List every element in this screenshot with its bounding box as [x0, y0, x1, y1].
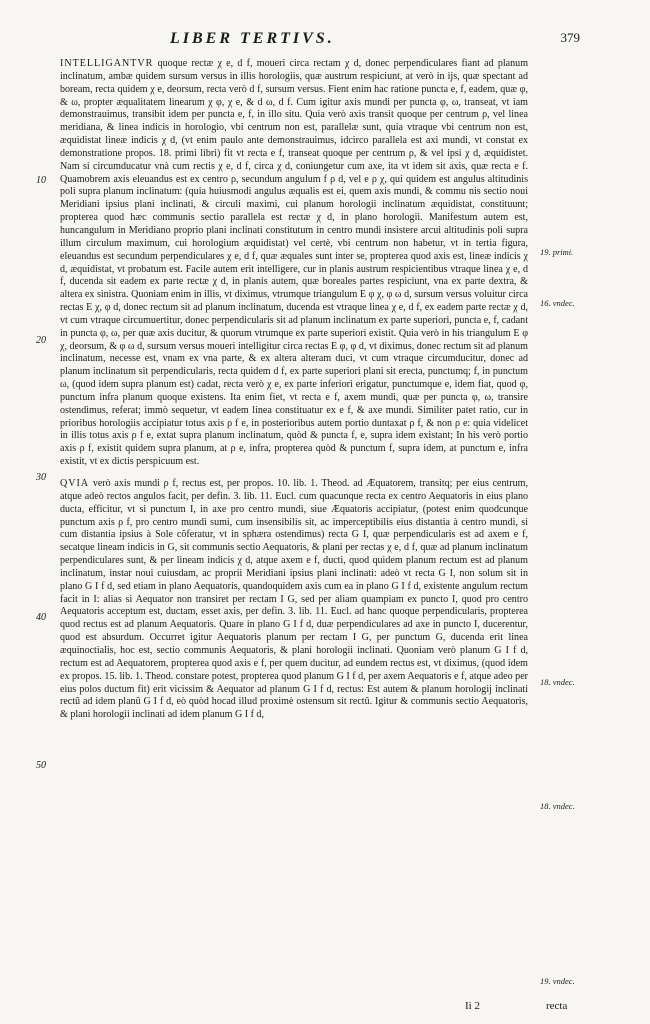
marginal-note: 19. vndec. [540, 976, 575, 986]
line-number: 40 [36, 612, 46, 623]
line-number: 10 [36, 175, 46, 186]
line-number: 50 [36, 760, 46, 771]
signature-mark: Ii 2 [465, 1000, 480, 1012]
running-head: LIBER TERTIVS. [170, 30, 335, 47]
line-number: 20 [36, 335, 46, 346]
main-text [60, 58, 528, 722]
marginal-note: 18. vndec. [540, 801, 575, 811]
paragraph-text: quoque rectæ χ e, d f, moueri circa rectam χ d, donec perpendiculares fiant ad planum inclinatum, ambæ quidem sursum versus in illis horologiis, quæ austrum respiciunt, at verò in ijs, quæ spectant ad boream, recta quidem χ e, deorsum, recta verò d f, sursum versus. Fient enim hac ratione puncta e, f, eadem, quæ φ, & ω, propter æqualitatem linearum χ φ, χ e, & d ω, d f. Cum igitur axis mundi per puncta φ, ω, transeat, vt iam demonstrauimus, transibit idem per puncta e, f, in illo situ. Quia verò axis transit quoque per centrum ρ, vel linea meridiana, & linea indicis in horologio, vbi centrum non est, parallelæ sunt, quia vtraque vbi centrum non est, æquidistat lineæ indicis χ d, (vt enim paulo ante demonstrauimus, idcirco parallela est axi mundi, vt constat ex demonstratione propos. 18. primi libri) fit vt recta e f, transeat quoque per centrum ρ, & vel ipsi χ d, æquidistet. Nam si circumducatur vnà cum rectis χ e, d f, circa χ d, coniungetur cum axe, ita vt idem sit axis, quæ recta e f. Quamobrem axis eleuandus est ex centro ρ, secundum angulum f ρ d, vel e ρ χ, qui quidem est angulus altitudinis poli supra planum inclinatum: (quia huiusmodi angulus æqualis est ei, quem axis mundi, & commu nis sectio noui Meridiani ipsius plani inclinati, & circuli maximi, cui planum horologii inclinatum æquidistat, constituunt; propterea quod hæc communis sectio parallela est rectæ χ d, in plano horologii. Manifestum autem est, huncangulum in Meridiano proprio plani inclinati constitutum in centro mundi insistere arcui altitudinis poli supra illum circulum maximum, cui horologium æquidistat) vel certè, vbi centrum non habetur, vt in tertia figura, eleuandus est secundum perpendiculares χ e, d f, quæ æquales sunt inter se, propterea quod axis est, lineæ indicis χ d, æquidistat, vt probatum est. Facile autem erit intelligere, cur in planis austrum respicientibus vtraque linea χ e, d f, ducenda sit eadem ex parte rectæ χ d, in planis autem, quæ boreales partes respiciunt, vna ex parte dextra, & altera ex sinistra. Quoniam enim in illis, vt diximus, vtrumque triangulum E φ χ, φ ω d, sursum versus voluitur circa rectas E χ, φ d, donec rectum sit ad planum inclinatum, ducenda est vtraque linea χ e, d f, ex eadem parte rectæ χ d, vt cum vtraque circumuertitur, donec perpendicularis sit ad planum inclinatum ex parte superiori, puncta e, f, cadant in puncta φ, ω, per quæ axis ducitur, & quorum vtrumque ex parte superiori existit. Quia verò in his triangulum E φ χ, deorsum, & φ ω d, sursum versus moueri intelligitur circa rectas E φ, φ d, vt diximus, donec rectum sit ad planum inclinatum, necesse est, vnam ex vna parte, & ex altera alteram duci, vt cum vtraque circumducitur, donec ad planum inclinatum sit perpendicularis, recta quidem d f, ex parte superiori plani sit erecta, punctumq; f, in punctum ω, (quod idem supra planum est) cadat, recta verò χ e, ex parte inferiori erigatur, punctumque e, idem fiat, quod φ, punctum infra planum quoque existens. Ita enim fiet, vt recta e f, axem mundi, quæ per puncta φ, ω, transire ostendimus, referat; immò sequetur, vt eadem linea constituatur ex e f, & axe mundi. Similiter patet ratio, cur in prioribus horologiis accipiatur totus axis ρ f e, in posterioribus autem portio duntaxat ρ f, & non ρ e: quia videlicet in illis totus axis ρ f e, extat supra planum inclinatum, quòd & puncta f, e, supra idem existant; In his verò portio axis ρ f, existit quidem supra planum, at ρ e, infra, propterea quòd & punctum f, supra idem, at punctum e, infra existit, vt ex dictis perspicuum est. [60, 58, 529, 468]
initial-word: QVIA [60, 478, 90, 489]
marginal-note: 18. vndec. [540, 677, 575, 687]
marginal-note: 16. vndec. [540, 298, 575, 308]
marginal-note: 19. primi. [540, 247, 574, 257]
paragraph [60, 478, 528, 722]
catchword: recta [546, 1000, 568, 1012]
page-number: 379 [560, 30, 580, 45]
paragraph [60, 58, 528, 469]
paragraph-text: verò axis mundi ρ f, rectus est, per propos. 10. lib. 1. Theod. ad Æquatorem, transitq; per eius centrum, atque adeò rectos angulos facit, per defin. 3. lib. 11. Eucl. cum quacunque recta ex centro Aequatoris in eius plano ducta, efficitur, vt si punctum I, in axe pro centro mundi, siue Æquatoris accipiatur, (potest enim quodcunque punctum axis ρ f, pro centro mundi sumi, cum insensibilis sit, ac imperceptibilis eius distantia à centro mundi, si cum distantia ipsius à Sole cõferatur, vt in sphæra ostendimus) recta G I, quæ perpendicularis est ad axem e f, secatque lineam indicis in G, sit communis sectio Aequatoris, & plani per rectas χ e, d f, quæ ad planum inclinatum perpendiculares sunt, & per lineam indicis χ d, atque axem e f, ducti, quod quidem planum rectum est ad planum inclinatum, instar noui cuiusdam, ac proprii Meridiani ipsius plani inclinati: adeò vt recta G I, non solum sit in plano G I f d, sed etiam in plano Aequatoris, quandoquidem axis cum ea in plano G I f d, existente angulum rectum facit in I: alias si Aequator non transiret per rectam I G, sed per aliam quampiam ex puncto I, quod pro centro Aequatoris acceptum est, ductam, esset axis, per defin. 3. lib. 11. Eucl. ad hanc quoque perpendicularis, propterea quod rectus est ad planum Aequatoris. Quare in plano G I f d, duæ perpendiculares ad axe in puncto I, ducerentur, quod est absurdum. Occurret igitur Aequatoris planum per rectam I G, per punctum G, ducenda erit linea æquinoctialis, hoc est, sectio communis Aequatoris, & plani horologii inclinati. Quoniam verò planum G I f d, rectum est ad Aequatorem, propterea quod axis e f, per quem ducitur, ad eundem rectus est, vt diximus, (quod idem ex propos. 15. lib. 1. Theod. constare potest, propterea quod planum G I f d, per axem Aequatoris e f, atque adeo per eius polos ductum fit) erit vicissim & Aequator ad planum G I f d, rectus: Est autem & planum horologij inclinati rectũ ad idem planũ G I f d, eò quòd hocad illud proximè ostensum sit rectũ. Igitur & communis sectio Aequatoris, & plani horologii inclinati ad idem planum G I f d, [60, 478, 529, 721]
initial-word: INTELLIGANTVR [60, 58, 154, 69]
page-header [60, 30, 580, 54]
line-number: 30 [36, 472, 46, 483]
